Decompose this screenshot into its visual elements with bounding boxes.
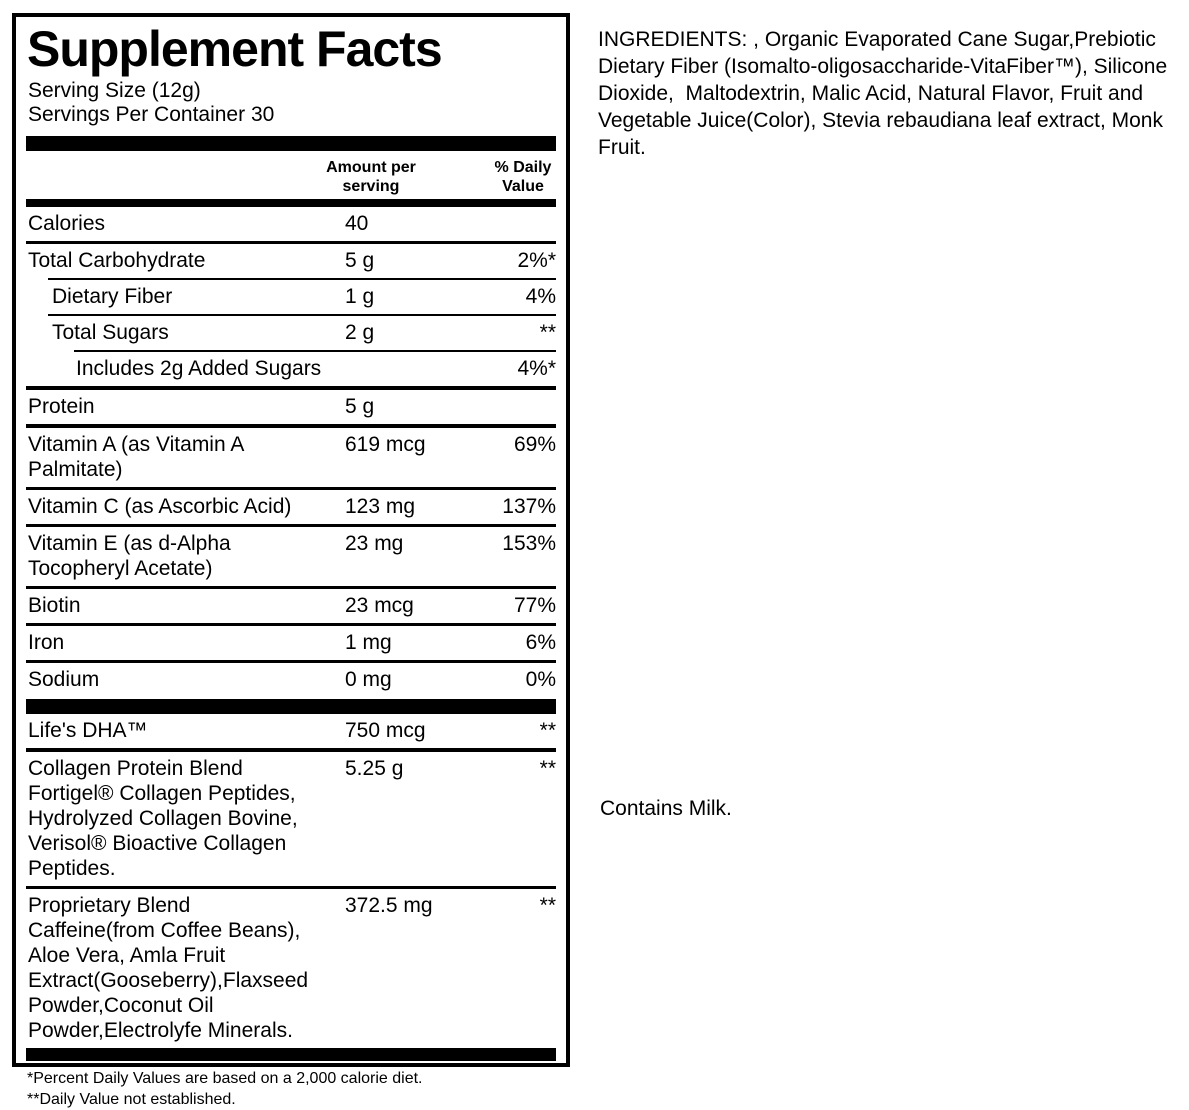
supplement-facts-panel bbox=[12, 13, 570, 1108]
row-proprietary-blend: Proprietary Blend Caffeine(from Coffee Beans), Aloe Vera, Amla Fruit Extract(Gooseberry),Flaxseed Powder,Coconut Oil Powder,Electrolyfe Minerals. 372.5 mg ** bbox=[28, 894, 556, 1042]
divider-bar-bottom bbox=[26, 1048, 556, 1061]
servings-per-container-text: Servings Per Container 30 bbox=[28, 103, 275, 126]
row-calories: Calories 40 bbox=[28, 212, 369, 235]
row-sodium: Sodium 0 mg 0% bbox=[28, 668, 556, 691]
serving-size-text: Serving Size (12g) bbox=[28, 79, 201, 102]
column-header-row bbox=[26, 151, 556, 199]
row-iron: Iron 1 mg 6% bbox=[28, 631, 556, 654]
row-vitamin-a: Vitamin A (as Vitamin A Palmitate) 619 mcg 69% bbox=[28, 433, 556, 481]
footnote-percent-daily-values: *Percent Daily Values are based on a 2,000 calorie diet. bbox=[27, 1070, 423, 1087]
row-vitamin-c: Vitamin C (as Ascorbic Acid) 123 mg 137% bbox=[28, 495, 556, 518]
row-protein: Protein 5 g bbox=[28, 395, 375, 418]
contains-allergen-text: Contains Milk. bbox=[600, 797, 732, 820]
row-total-carbohydrate: Total Carbohydrate 5 g 2%* bbox=[28, 249, 556, 272]
panel-title: Supplement Facts bbox=[27, 21, 442, 77]
ingredients-text: INGREDIENTS: , Organic Evaporated Cane Sugar,Prebiotic Dietary Fiber (Isomalto-oligosaccharide-VitaFiber™), Silicone Dioxide, Maltodextrin, Malic Acid, Natural Flavor, Fruit and Vegetable Juice(Color), Stevia rebaudiana leaf extract, Monk Fruit. bbox=[598, 28, 1173, 159]
row-collagen-protein-blend: Collagen Protein Blend Fortigel® Collagen Peptides, Hydrolyzed Collagen Bovine, Verisol® Bioactive Collagen Peptides. 5.25 g ** bbox=[28, 757, 556, 880]
blend-name: Proprietary Blend bbox=[28, 894, 191, 917]
divider-bar-thick bbox=[26, 136, 556, 151]
blend-name: Collagen Protein Blend bbox=[28, 757, 243, 780]
blend-components: Caffeine(from Coffee Beans), Aloe Vera, Amla Fruit Extract(Gooseberry),Flaxseed Powder,Coconut Oil Powder,Electrolyfe Minerals. bbox=[28, 919, 309, 1042]
blend-components: Fortigel® Collagen Peptides, Hydrolyzed Collagen Bovine, Verisol® Bioactive Collagen Peptides. bbox=[28, 782, 298, 880]
divider-bar-medium bbox=[26, 199, 556, 207]
footnote-daily-value-not-established: **Daily Value not established. bbox=[27, 1091, 236, 1108]
row-lifes-dha: Life's DHA™ 750 mcg ** bbox=[28, 719, 556, 742]
amount-per-serving-header: Amount per serving bbox=[326, 159, 416, 195]
header-spacer bbox=[26, 158, 306, 196]
row-added-sugars: Includes 2g Added Sugars 4%* bbox=[76, 357, 556, 380]
divider-bar-thick bbox=[26, 699, 556, 714]
row-dietary-fiber: Dietary Fiber 1 g 4% bbox=[52, 285, 556, 308]
row-biotin: Biotin 23 mcg 77% bbox=[28, 594, 556, 617]
row-total-sugars: Total Sugars 2 g ** bbox=[52, 321, 556, 344]
percent-daily-value-header: % Daily Value bbox=[494, 159, 552, 195]
row-vitamin-e: Vitamin E (as d-Alpha Tocopheryl Acetate) 23 mg 153% bbox=[28, 532, 556, 580]
